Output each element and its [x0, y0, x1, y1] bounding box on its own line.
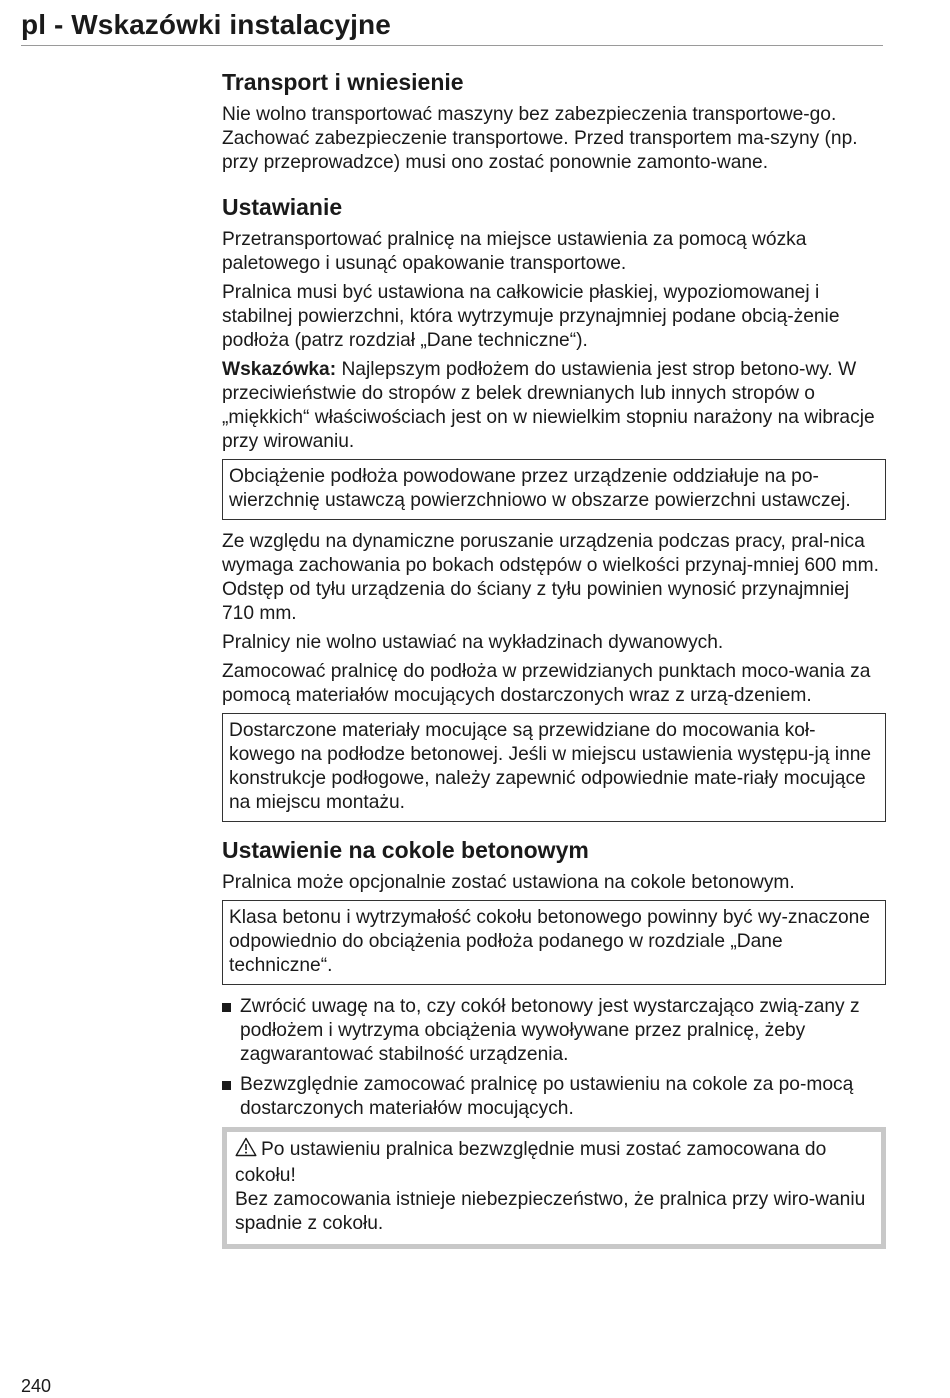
page-number: 240	[21, 1376, 52, 1396]
note-paragraph	[222, 358, 886, 454]
paragraph: Przetransportować pralnicę na miejsce ustawienia za pomocą wózka paletowego i usunąć opakowanie transportowe.	[222, 229, 807, 274]
section-ustawianie	[222, 193, 886, 822]
bullet-list	[222, 995, 886, 1121]
list-item	[222, 995, 886, 1067]
warning-box	[222, 1127, 886, 1249]
page-header	[21, 9, 883, 46]
warning-line-2: Bez zamocowania istnieje niebezpieczeństwo, że pralnica przy wiro-waniu spadnie z cokołu.	[235, 1189, 866, 1234]
bullet-square-icon	[222, 1081, 231, 1090]
list-item-text: Zwrócić uwagę na to, czy cokół betonowy jest wystarczająco zwią-zany z podłożem i wytrzyma obciążenia wywoływane przez pralnicę, żeby zagwarantować stabilność urządzenia.	[240, 996, 860, 1065]
section-cokol	[222, 836, 886, 1249]
paragraph: Pralnica może opcjonalnie zostać ustawiona na cokole betonowym.	[222, 872, 795, 893]
warning-line-1	[235, 1137, 873, 1188]
section-transport	[222, 68, 886, 175]
note-label: Wskazówka:	[222, 359, 337, 380]
paragraph: Pralnica musi być ustawiona na całkowicie płaskiej, wypoziomowanej i stabilnej powierzchni, która wytrzymuje przynajmniej podane obcią-żenie podłoża (patrz rozdział „Dane techniczne“).	[222, 282, 840, 351]
paragraph: Ze względu na dynamiczne poruszanie urządzenia podczas pracy, pral-nica wymaga zachowania po bokach odstępów o wielkości przynaj-mniej 600 mm. Odstęp od tyłu urządzenia do ściany z tyłu powinien wynosić przynajmniej 710 mm.	[222, 531, 879, 624]
paragraph: Pralnicy nie wolno ustawiać na wykładzinach dywanowych.	[222, 632, 724, 653]
section-heading: Ustawianie	[222, 194, 343, 220]
paragraph: Nie wolno transportować maszyny bez zabezpieczenia transportowe-go. Zachować zabezpieczenie transportowe. Przed transportem ma-szyny (np. przy przeprowadzce) musi ono zostać ponownie zamonto-wane.	[222, 104, 858, 173]
list-item	[222, 1073, 886, 1121]
section-heading: Ustawienie na cokole betonowym	[222, 837, 589, 863]
page-title: pl - Wskazówki instalacyjne	[21, 9, 391, 40]
list-item-text: Bezwzględnie zamocować pralnicę po ustawieniu na cokole za po-mocą dostarczonych materiałów mocujących.	[240, 1074, 854, 1119]
note-text: Najlepszym podłożem do ustawienia jest strop betono-wy. W przeciwieństwie do stropów z belek drewnianych lub innych stropów o „miękkich“ właściwościach jest on w niewielkim stopniu narażony na wibracje przy wirowaniu.	[222, 359, 875, 452]
info-box: Klasa betonu i wytrzymałość cokołu betonowego powinny być wy-znaczone odpowiednio do obciążenia podłoża podanego w rozdziale „Dane techniczne“.	[222, 900, 886, 985]
info-box: Dostarczone materiały mocujące są przewidziane do mocowania koł-kowego na podłodze betonowej. Jeśli w miejscu ustawienia występu-ją inne konstrukcje podłogowe, należy zapewnić odpowiednie mate-riały mocujące na miejscu montażu.	[222, 713, 886, 822]
main-content	[222, 68, 886, 1249]
paragraph: Zamocować pralnicę do podłoża w przewidzianych punktach moco-wania za pomocą materiałów mocujących dostarczonych wraz z urzą-dzeniem.	[222, 661, 871, 706]
info-box: Obciążenie podłoża powodowane przez urządzenie oddziałuje na po-wierzchnię ustawczą powierzchniowo w obszarze powierzchni ustawczej.	[222, 459, 886, 520]
warning-text: Po ustawieniu pralnica bezwzględnie musi zostać zamocowana do cokołu!	[235, 1139, 827, 1186]
bullet-square-icon	[222, 1003, 231, 1012]
section-heading: Transport i wniesienie	[222, 69, 464, 95]
warning-triangle-icon	[235, 1137, 257, 1164]
